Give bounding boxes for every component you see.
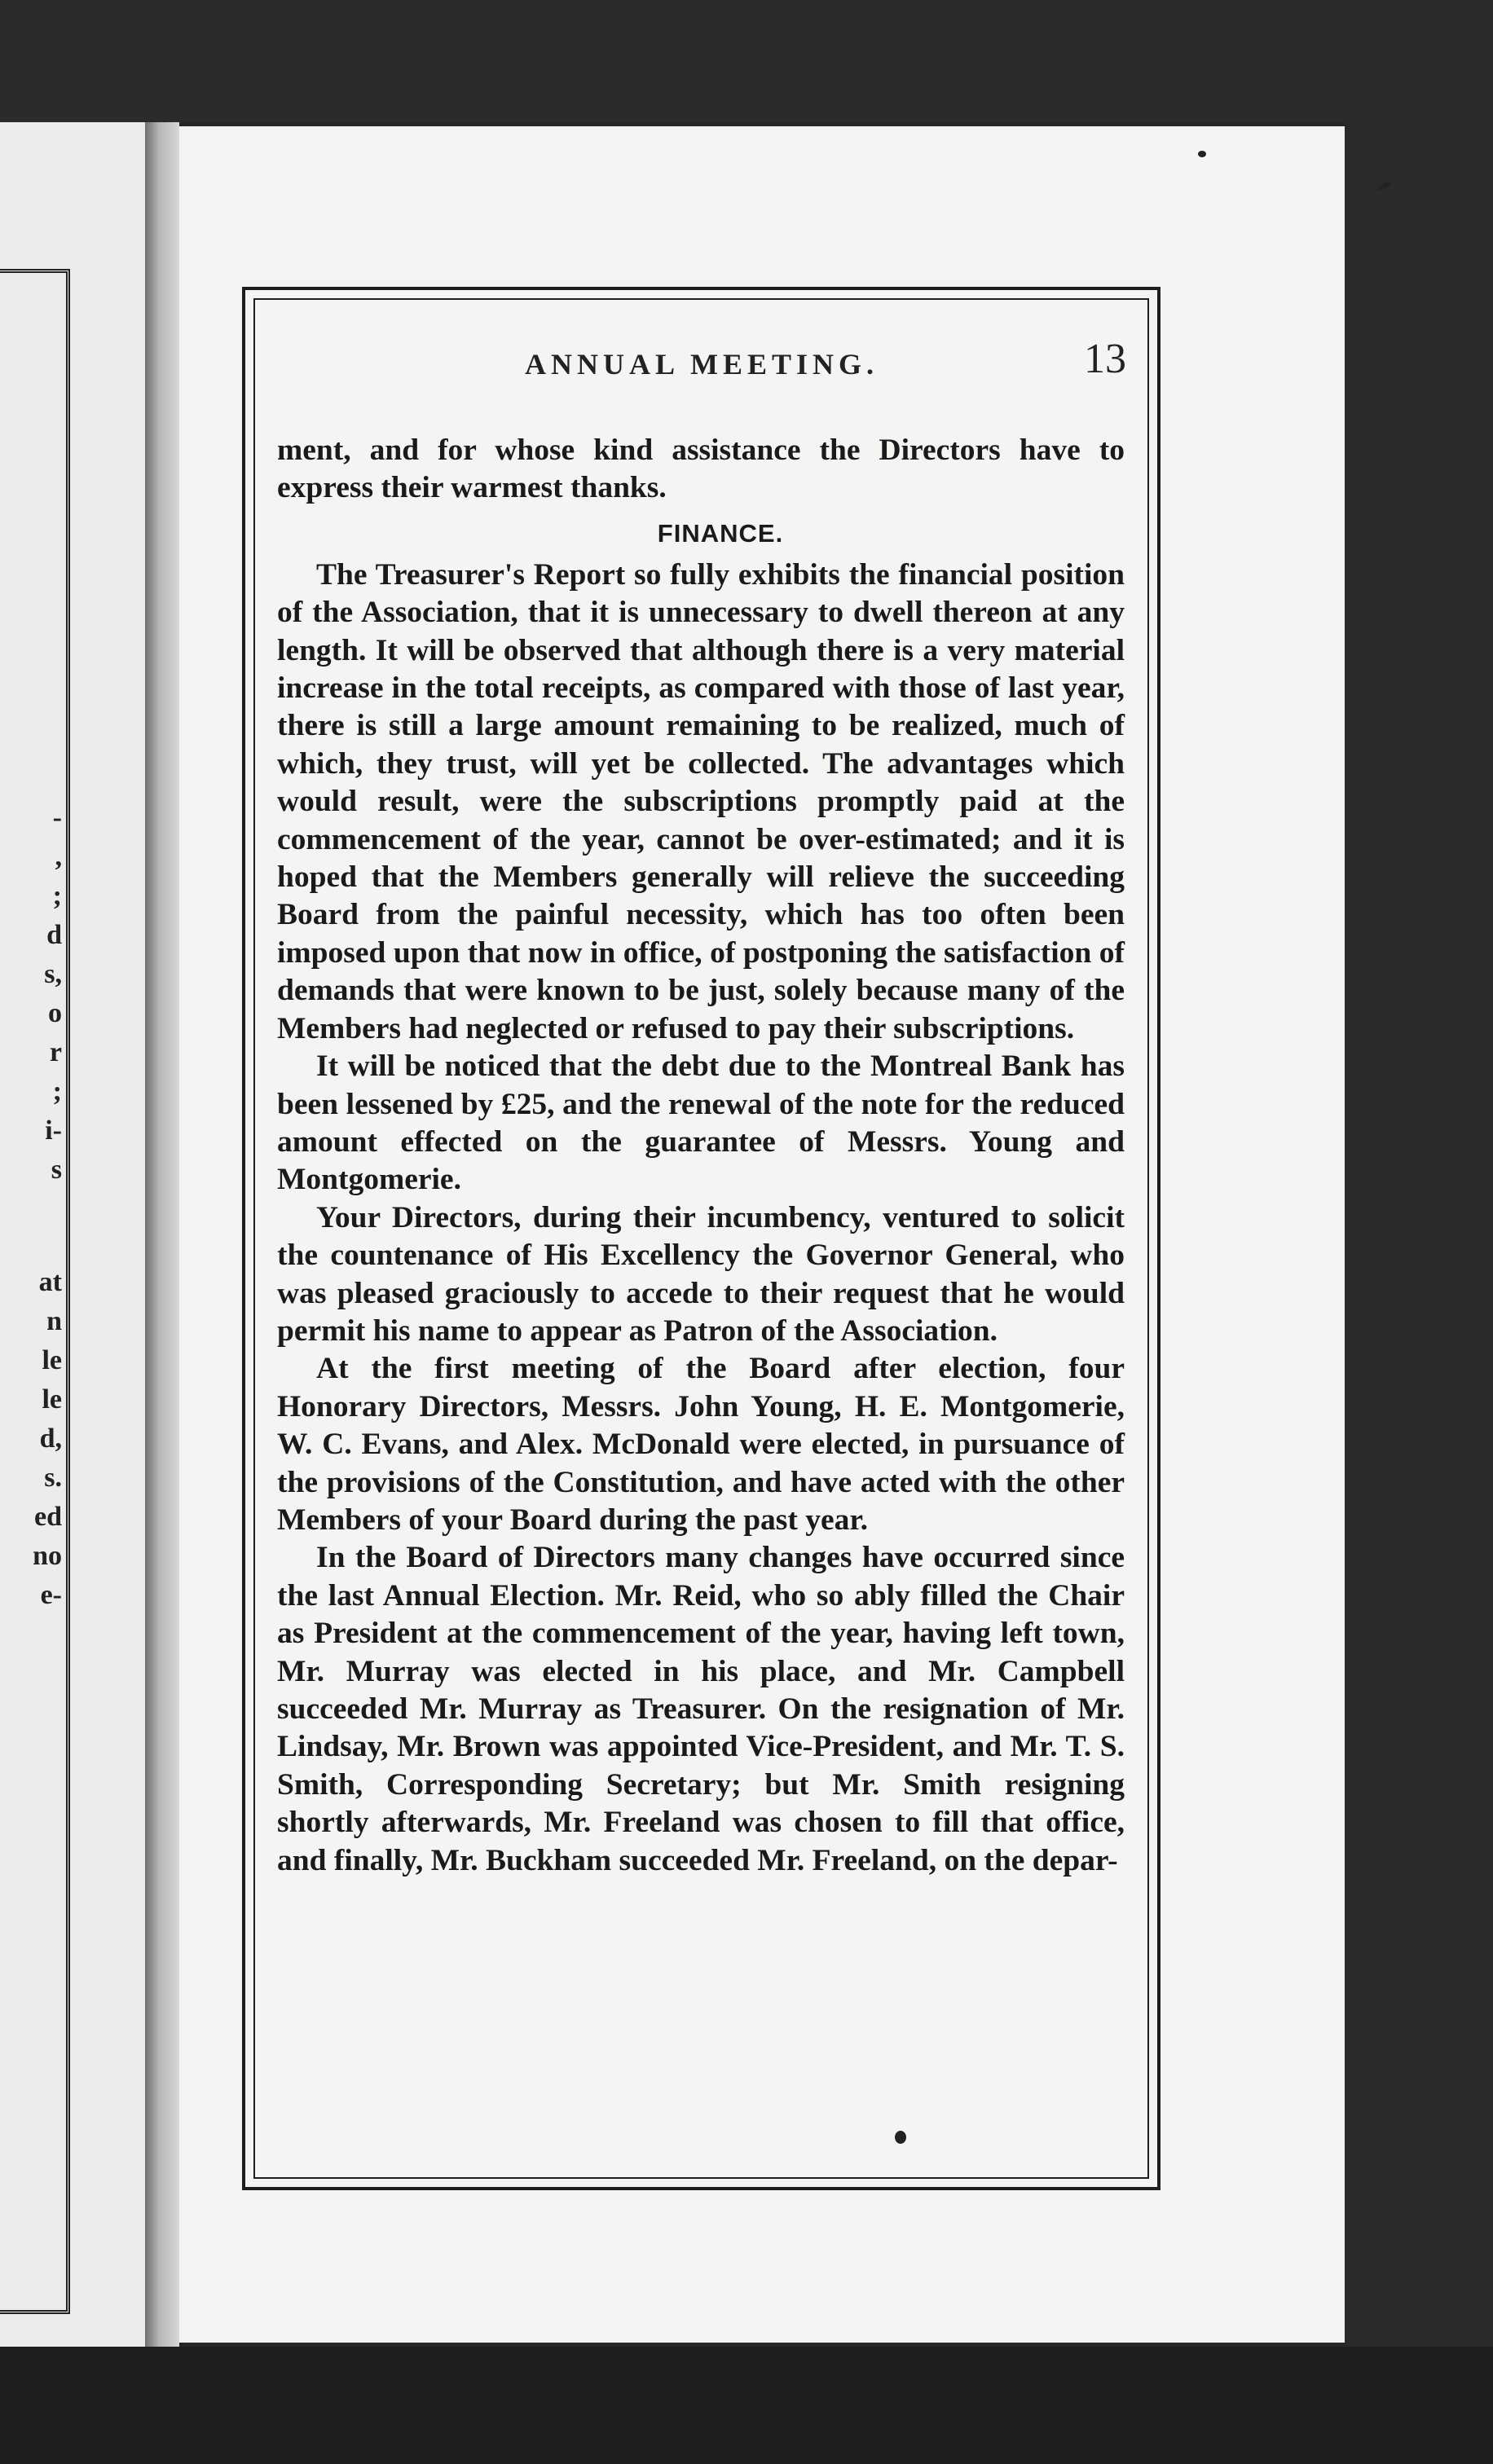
fragment: - (52, 803, 62, 833)
previous-page-fragments (0, 799, 62, 1615)
scan-bottom-border (0, 2347, 1493, 2464)
fragment: o (48, 998, 62, 1028)
paragraph: The Treasurer's Report so fully exhibits the financial position of the Association, that it is unnecessary to dwell thereon at any length. It will be observed that although there is a very material increase in the total receipts, as compared with those of last year, there is still a large amount remaining to be realized, much of which, they trust, will yet be collected. The advantages which would result, were the subscriptions promptly paid at the commencement of the year, cannot be over-estimated; and it is hoped that the Members generally will relieve the succeeding Board from the painful necessity, which has too often been imposed upon that now in office, of postponing the satisfaction of demands that were known to be just, solely because many of the Members had neglected or refused to pay their subscriptions. (277, 557, 1125, 1045)
fragment: e- (40, 1580, 62, 1610)
fragment: s, (44, 959, 62, 989)
page-body (277, 432, 1125, 1880)
fragment: d, (39, 1423, 62, 1454)
fragment: ed (34, 1502, 62, 1532)
paragraph: In the Board of Directors many changes have occurred since the last Annual Election. Mr. Reid, who so ably filled the Chair as President at the commencement of the year, having left town, Mr. Murray was elected in his place, and Mr. Campbell succeeded Mr. Murray as Treasurer. On the resignation of Mr. Lindsay, Mr. Brown was appointed Vice-President, and Mr. T. S. Smith, Corresponding Secretary; but Mr. Smith resigning shortly afterwards, Mr. Freeland was chosen to fill that office, and finally, Mr. Buckham succeeded Mr. Freeland, on the depar- (277, 1541, 1125, 1877)
running-title: ANNUAL MEETING. (524, 348, 879, 381)
fragment: at (38, 1267, 62, 1297)
fragment: r (49, 1037, 62, 1067)
scan-top-border (0, 0, 1493, 122)
scan-right-border (1345, 122, 1493, 2347)
paragraph: ment, and for whose kind assistance the Directors have to express their warmest thanks. (277, 433, 1125, 505)
previous-page-edge (0, 122, 145, 2347)
section-heading: FINANCE. (657, 518, 784, 548)
ink-speck (895, 2131, 906, 2144)
fragment: , (55, 842, 62, 872)
paragraph: Your Directors, during their incumbency, ventured to solicit the countenance of His Excellency the Governor General, who was pleased graciously to accede to their request that he would permit his name to appear as Patron of the Association. (277, 1200, 1125, 1348)
running-head (277, 336, 1126, 393)
fragment: s. (44, 1463, 62, 1493)
page-number: 13 (1084, 336, 1126, 382)
book-gutter (145, 122, 179, 2347)
fragment: le (42, 1384, 62, 1415)
fragment: le (42, 1345, 62, 1375)
fragment: s (51, 1155, 62, 1185)
fragment: i- (45, 1115, 62, 1146)
fragment: n (46, 1306, 62, 1336)
paragraph: At the first meeting of the Board after election, four Honorary Directors, Messrs. John Young, H. E. Montgomerie, W. C. Evans, and Alex. McDonald were elected, in pursuance of the provisions of the Constitution, and have acted with the other Members of your Board during the past year. (277, 1352, 1125, 1537)
fragment: ; (52, 1076, 62, 1107)
paragraph: It will be noticed that the debt due to the Montreal Bank has been lessened by £25, and the renewal of the note for the reduced amount effected on the guarantee of Messrs. Young and Montgomerie. (277, 1049, 1125, 1197)
fragment: no (33, 1541, 62, 1571)
ink-speck (1198, 151, 1206, 157)
fragment: ; (52, 881, 62, 911)
fragment: d (46, 920, 62, 950)
